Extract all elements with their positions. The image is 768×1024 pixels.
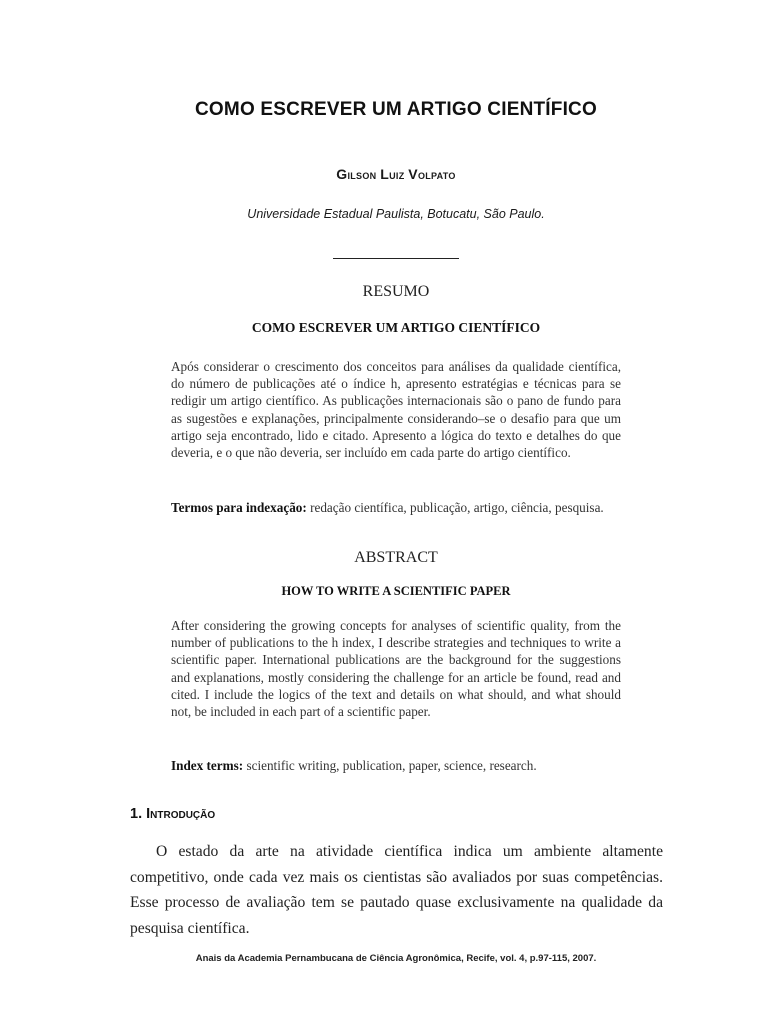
author-last-rest: olpato (417, 168, 456, 182)
section-number: 1. (130, 806, 147, 822)
author-middle-rest: uiz (389, 168, 405, 182)
abstract-keywords (171, 757, 621, 774)
abstract-heading: ABSTRACT (354, 549, 438, 566)
abstract-keywords-label: Index terms: (171, 758, 244, 773)
author-name (0, 166, 768, 182)
journal-footer: Anais da Academia Pernambucana de Ciência Agronômica, Recife, vol. 4, p.97-115, 2007. (195, 953, 597, 964)
section-title-rest: ntrodução (150, 806, 216, 822)
author-middle-initial: L (380, 166, 390, 182)
abstract-subtitle: HOW TO WRITE A SCIENTIFIC PAPER (281, 584, 511, 598)
resumo-heading: RESUMO (362, 283, 430, 300)
section-heading-introducao (130, 806, 215, 822)
section-title-initial: I (146, 806, 151, 822)
separator-rule (333, 258, 459, 259)
resumo-keywords (171, 499, 621, 516)
author-last-initial: V (408, 166, 418, 182)
resumo-subtitle: COMO ESCREVER UM ARTIGO CIENTÍFICO (251, 320, 541, 335)
resumo-keywords-label: Termos para indexação: (171, 500, 307, 515)
introducao-paragraph: O estado da arte na atividade científica indica um ambiente altamente competitivo, onde cada vez mais os cientistas são avaliados por suas competências. Esse processo de avaliação tem se pautado quase exclusivamente na qualidade da pesquisa científica. (130, 843, 663, 937)
abstract-keywords-list: scientific writing, publication, paper, science, research. (243, 758, 537, 773)
resumo-text: Após considerar o crescimento dos conceitos para análises da qualidade científica, do número de publicações até o índice h, apresento estratégias e técnicas para se redigir um artigo científico. As publicações internacionais são o pano de fundo para as sugestões e explanações, principalmente considerando–se o desafio para que um artigo seja encontrado, lido e citado. Apresento a lógica do texto e detalhes do que deveria, e o que não deveria, ser incluído em cada parte do artigo científico. (171, 359, 621, 461)
author-affiliation: Universidade Estadual Paulista, Botucatu, São Paulo. (247, 207, 545, 221)
abstract-text: After considering the growing concepts for analyses of scientific quality, from the number of publications to the h index, I describe strategies and techniques to write a scientific paper. International publications are the background for the suggestions and explanations, mostly considering the challenge for an article be found, read and cited. I include the logics of the text and details on what should, and what should not, be included in each part of a scientific paper. (171, 618, 621, 720)
resumo-keywords-list: redação científica, publicação, artigo, ciência, pesquisa. (306, 500, 604, 515)
author-first-initial: G (336, 166, 348, 182)
paper-title: COMO ESCREVER UM ARTIGO CIENTÍFICO (195, 99, 597, 120)
author-first-rest: ilson (347, 168, 377, 182)
